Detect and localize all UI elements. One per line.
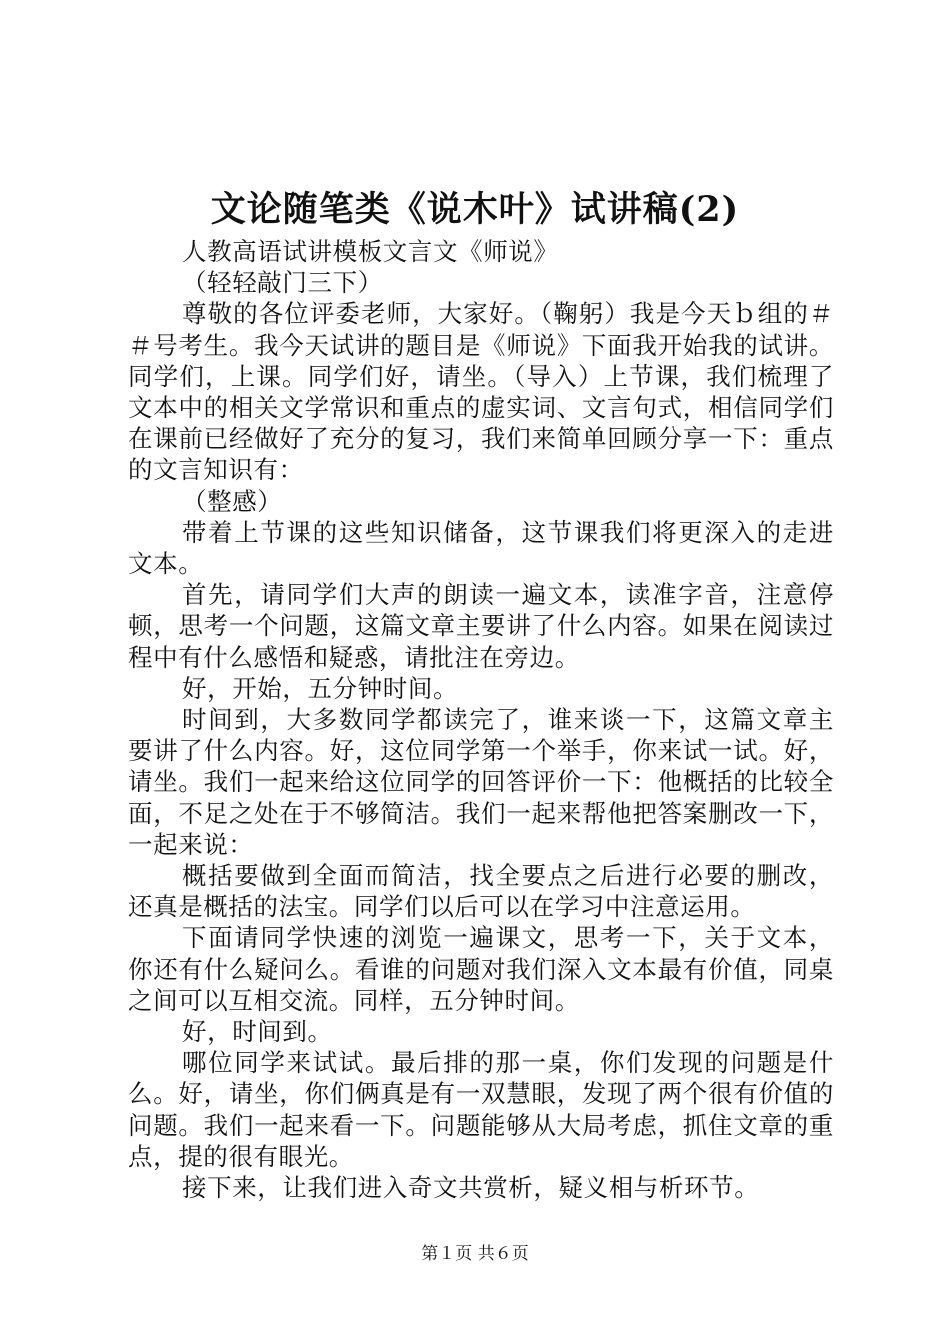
document-body (128, 236, 834, 1203)
paragraph: 尊敬的各位评委老师，大家好。（鞠躬）我是今天ｂ组的＃＃号考生。我今天试讲的题目是《师说》下面我开始我的试讲。同学们，上课。同学们好，请坐。（导入）上节课，我们梳理了文本中的相关文学常识和重点的虚实词、文言句式，相信同学们在课前已经做好了充分的复习，我们来简单回顾分享一下：重点的文言知识有： (128, 299, 834, 485)
paragraph: 接下来，让我们进入奇文共赏析，疑义相与析环节。 (182, 1173, 760, 1203)
paragraph: 好，时间到。 (182, 1017, 333, 1047)
paragraph: 首先，请同学们大声的朗读一遍文本，读准字音，注意停顿，思考一个问题，这篇文章主要讲了什么内容。如果在阅读过程中有什么感悟和疑惑，请批注在旁边。 (128, 580, 834, 672)
paragraph: （整感） (182, 486, 283, 516)
paragraph: 带着上节课的这些知识储备，这节课我们将更深入的走进文本。 (128, 517, 834, 579)
document-title: 文论随笔类《说木叶》试讲稿(2) (210, 189, 740, 230)
paragraph: 哪位同学来试试。最后排的那一桌，你们发现的问题是什么。好，请坐，你们俩真是有一双慧眼，发现了两个很有价值的问题。我们一起来看一下。问题能够从大局考虑，抓住文章的重点，提的很有眼光。 (128, 1048, 834, 1171)
paragraph: 下面请同学快速的浏览一遍课文，思考一下，关于文本，你还有什么疑问么。看谁的问题对我们深入文本最有价值，同桌之间可以互相交流。同样，五分钟时间。 (128, 923, 834, 1015)
page-footer: 第１页 共６页 (421, 1244, 529, 1264)
paragraph: 概括要做到全面而简洁，找全要点之后进行必要的删改，还真是概括的法宝。同学们以后可以在学习中注意运用。 (128, 861, 834, 922)
paragraph: （轻轻敲门三下） (182, 268, 383, 298)
paragraph: 时间到，大多数同学都读完了，谁来谈一下，这篇文章主要讲了什么内容。好，这位同学第一个举手，你来试一试。好，请坐。我们一起来给这位同学的回答评价一下：他概括的比较全面，不足之处在于不够简洁。我们一起来帮他把答案删改一下，一起来说： (128, 705, 834, 859)
paragraph: 好，开始，五分钟时间。 (182, 673, 459, 703)
paragraph: 人教高语试讲模板文言文《师说》 (182, 237, 559, 266)
